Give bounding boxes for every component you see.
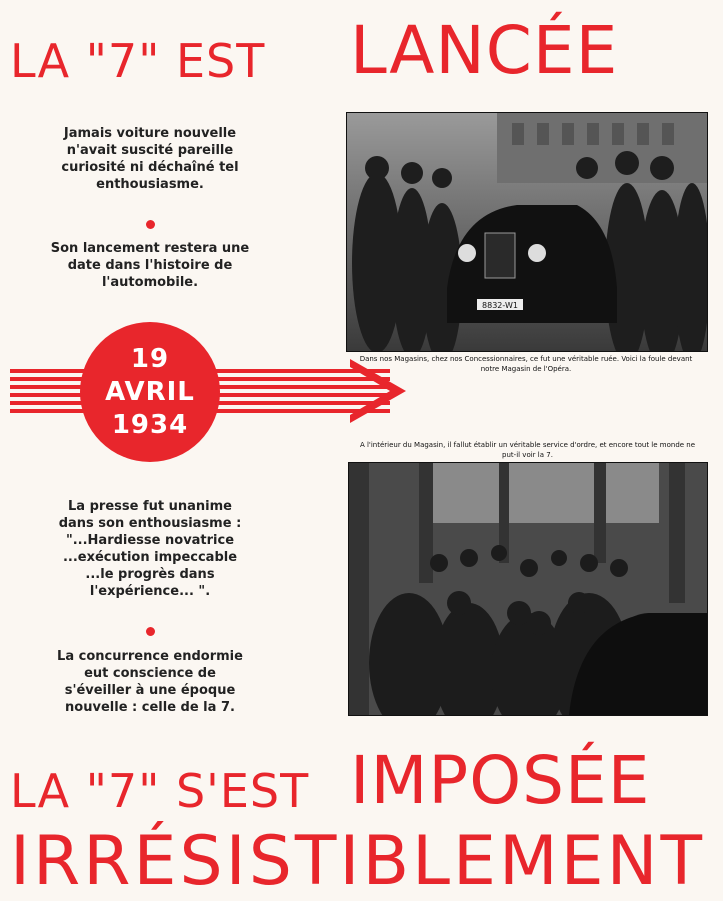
paragraph-press: La presse fut unanime dans son enthousiasme : "...Hardiesse novatrice ...exécution impeccable ...le progrès dans l'expérience... ".	[58, 499, 242, 599]
paragraph-history: Son lancement restera une date dans l'histoire de l'automobile.	[50, 241, 250, 290]
date-month: AVRIL	[105, 376, 195, 407]
bottom-headline-line2: IRRÉSISTIBLEMENT	[10, 822, 706, 901]
photo-crowd-street	[346, 112, 708, 352]
license-plate: 8832-W1	[482, 301, 518, 310]
date-year: 1934	[111, 409, 189, 440]
photo-interior-illustration	[349, 463, 707, 715]
date-badge	[80, 322, 220, 462]
top-headline-part2: LANCÉE	[350, 12, 619, 89]
caption-top-photo: Dans nos Magasins, chez nos Concessionnaires, ce fut une véritable ruée. Voici la foule devant notre Magasin de l'Opéra.	[359, 355, 693, 373]
caption-bottom-photo: A l'intérieur du Magasin, il fallut établir un véritable service d'ordre, et encore tout le monde ne put-il voir la 7.	[359, 441, 696, 459]
bullet-dot	[146, 627, 155, 636]
bottom-headline-part2: IMPOSÉE	[350, 742, 651, 819]
paragraph-competition: La concurrence endormie eut conscience de s'éveiller à une époque nouvelle : celle de la 7.	[57, 649, 243, 715]
photo-crowd-interior	[348, 462, 708, 716]
bullet-dot	[146, 220, 155, 229]
top-headline-part1: LA "7" EST	[10, 34, 266, 88]
paragraph-curiosity: Jamais voiture nouvelle n'avait suscité pareille curiosité ni déchaîné tel enthousiasme.	[61, 126, 239, 192]
date-day: 19	[130, 343, 170, 374]
photo-street-illustration	[347, 113, 707, 351]
bottom-headline-part1: LA "7" S'EST	[10, 764, 310, 818]
